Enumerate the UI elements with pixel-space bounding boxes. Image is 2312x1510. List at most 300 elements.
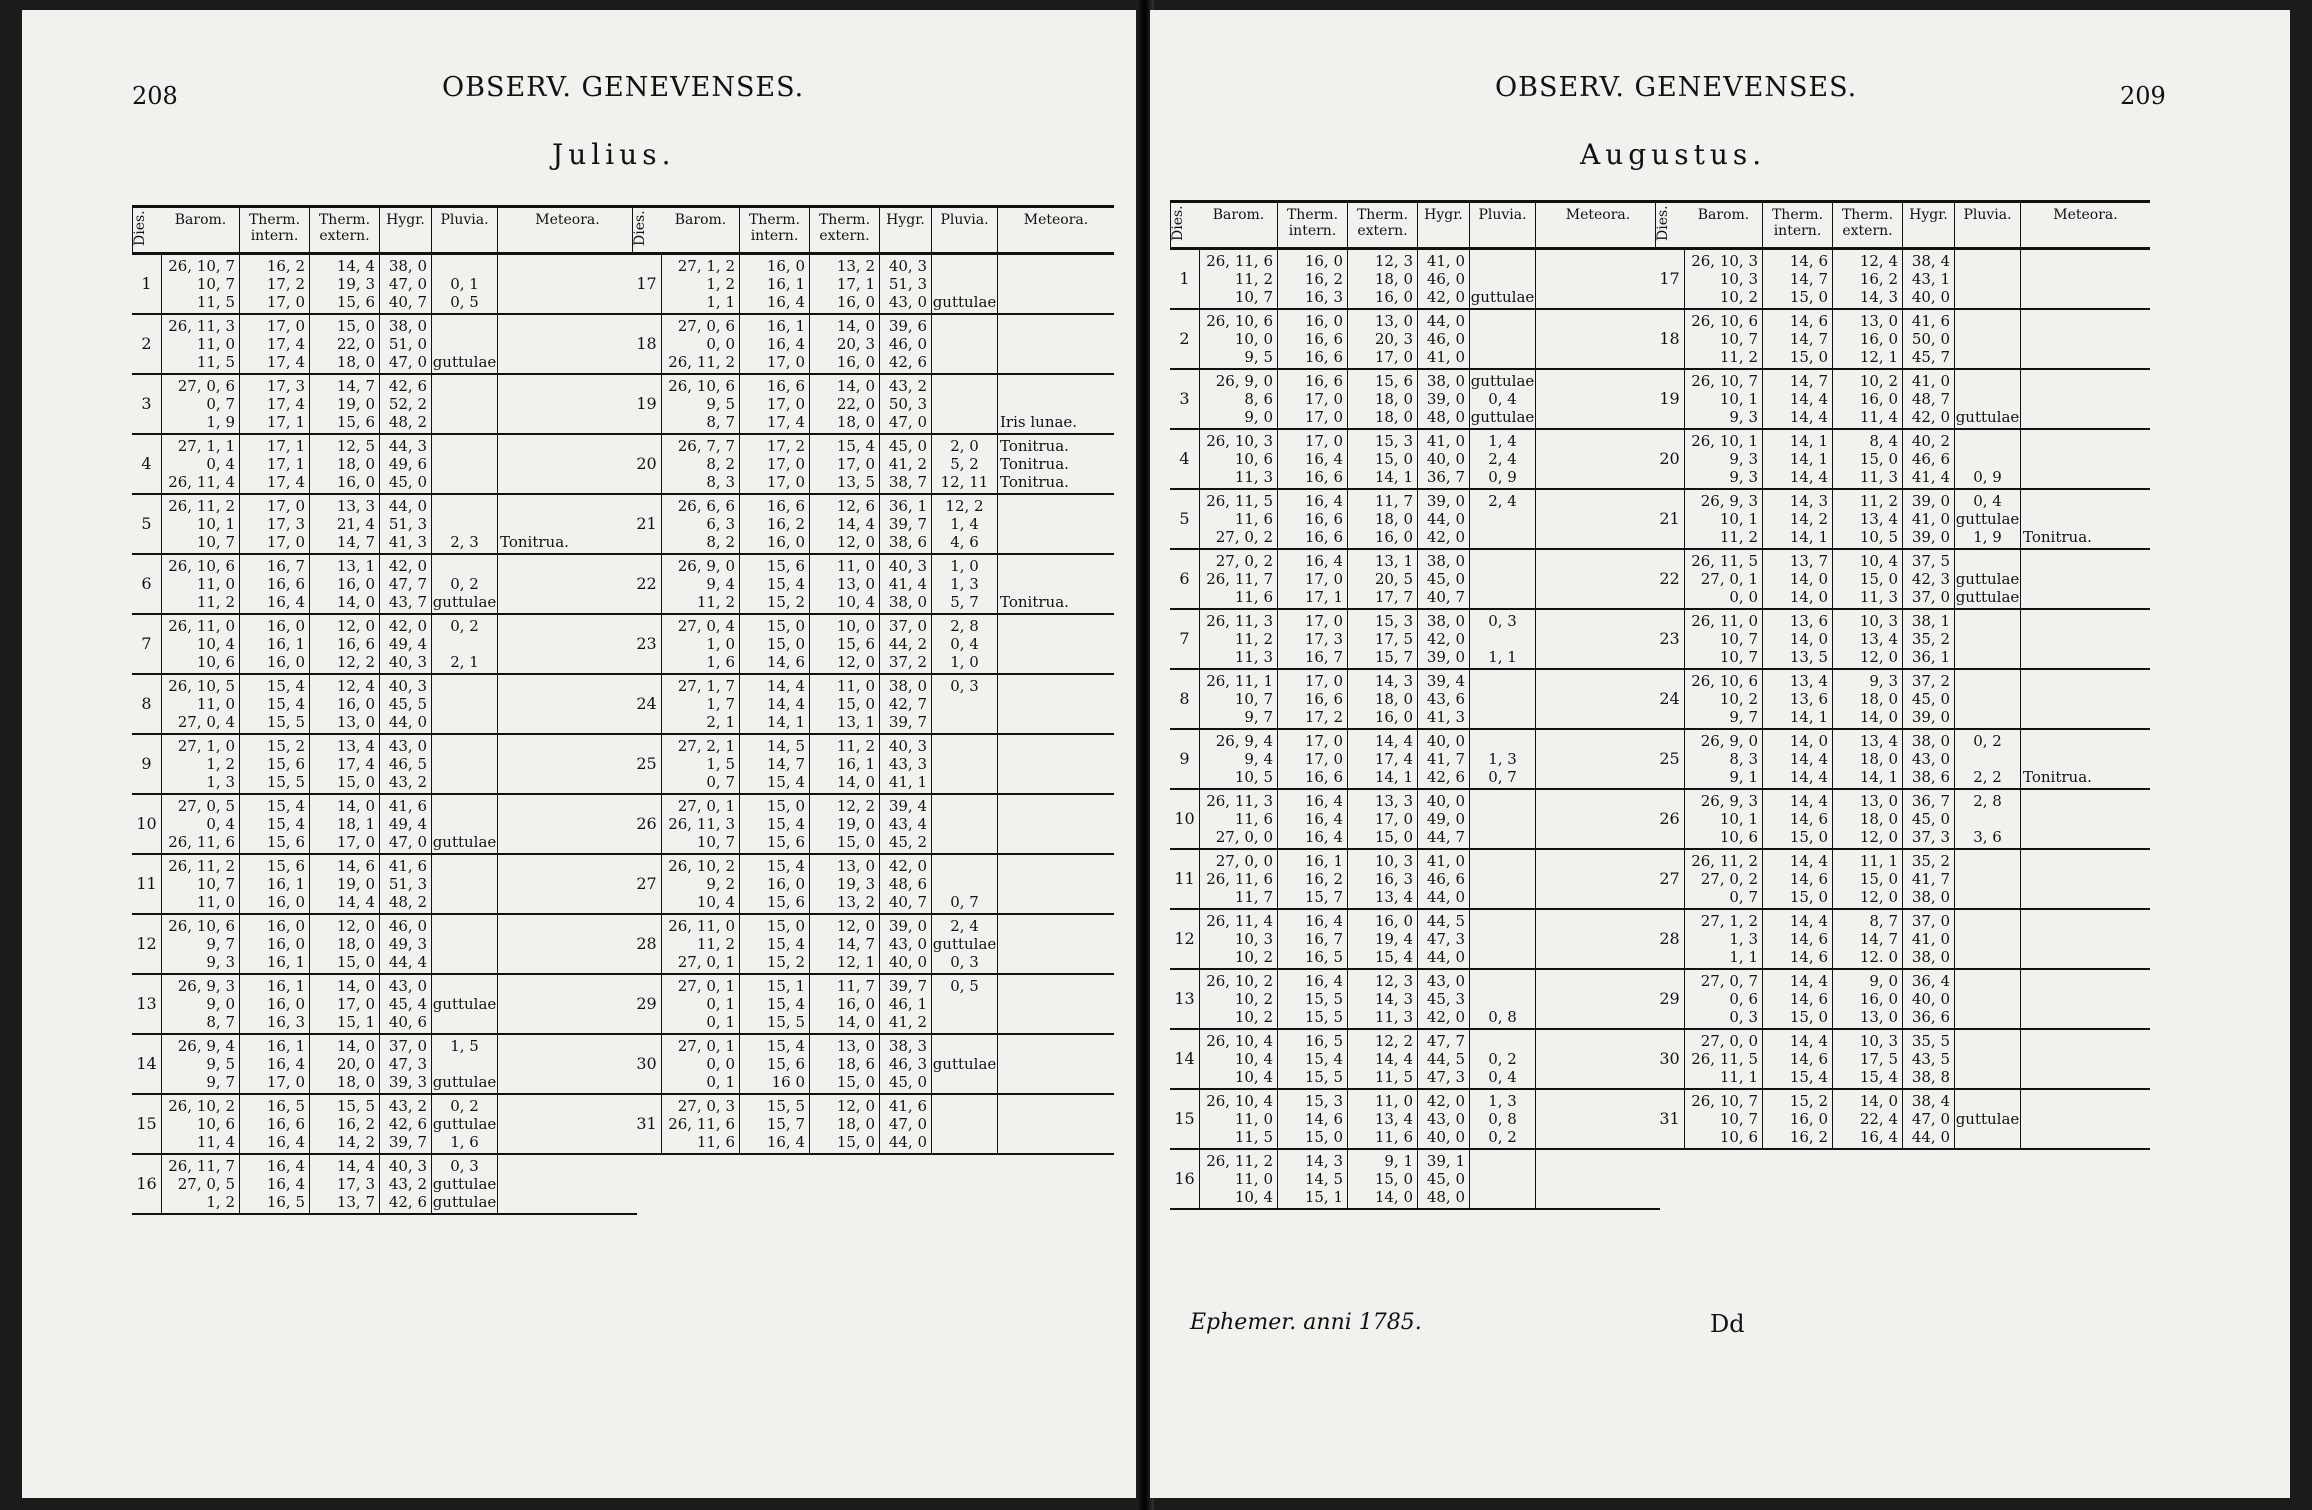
cell-value: 15, 4	[766, 857, 805, 875]
cell-value: 39, 0	[1911, 492, 1950, 510]
cell-value: Tonitrua.	[1000, 455, 1069, 473]
cell-value: 9, 0	[206, 995, 235, 1013]
cell-value: 17, 0	[766, 455, 805, 473]
cell-value: 17, 2	[766, 437, 805, 455]
cell-value: 38, 0	[388, 257, 427, 275]
cell-b	[662, 435, 740, 493]
column-header: Therm. extern.	[1833, 203, 1903, 247]
cell-value: 42, 6	[388, 377, 427, 395]
cell-value	[2023, 552, 2150, 570]
cell-m	[1536, 310, 1660, 368]
cell-value: 16, 4	[766, 335, 805, 353]
cell-h	[880, 675, 932, 733]
cell-value: 43, 0	[1426, 972, 1465, 990]
cell-value: 19, 0	[336, 395, 375, 413]
cell-b	[1685, 610, 1763, 668]
cell-value: 11, 3	[1859, 588, 1898, 606]
day-number: 2	[132, 315, 162, 373]
cell-p	[1470, 670, 1536, 728]
cell-value: 14, 2	[336, 1133, 375, 1151]
cell-value	[1538, 690, 1660, 708]
cell-value: 11, 2	[1859, 492, 1898, 510]
cell-value: 0, 0	[706, 1055, 735, 1073]
cell-value: 15, 2	[766, 953, 805, 971]
cell-value: 11, 5	[196, 293, 235, 311]
cell-value: 9, 7	[1729, 708, 1758, 726]
cell-value: 0, 2	[1488, 1128, 1517, 1146]
cell-value: 16, 0	[336, 695, 375, 713]
cell-value: 12. 0	[1859, 948, 1898, 966]
cell-h	[380, 495, 432, 553]
cell-value: 11, 0	[1234, 1110, 1273, 1128]
cell-value: 40, 7	[888, 893, 927, 911]
cell-value	[2023, 690, 2150, 708]
cell-h	[380, 1155, 432, 1213]
cell-value	[1538, 1092, 1660, 1110]
cell-value: 38, 1	[1911, 612, 1950, 630]
cell-m	[1536, 1150, 1660, 1208]
cell-p	[1470, 1030, 1536, 1088]
cell-te	[810, 615, 880, 673]
cell-value	[1538, 828, 1660, 846]
day-row	[132, 555, 637, 615]
cell-value	[2023, 612, 2150, 630]
cell-value: 26, 9, 0	[1700, 732, 1758, 750]
cell-value: 16, 2	[766, 515, 805, 533]
cell-value: 18, 0	[1374, 390, 1413, 408]
cell-value: 19, 0	[336, 875, 375, 893]
cell-value: guttulae	[1955, 510, 2020, 528]
cell-value: 14, 0	[1789, 570, 1828, 588]
cell-h	[380, 795, 432, 853]
cell-value: 14, 3	[1789, 492, 1828, 510]
column-header: Dies.	[632, 208, 662, 252]
cell-value	[500, 857, 637, 875]
cell-h	[1418, 670, 1470, 728]
cell-value	[1538, 468, 1660, 486]
cell-m	[998, 735, 1114, 793]
cell-value	[1538, 312, 1660, 330]
cell-b	[1200, 730, 1278, 788]
cell-value: 15, 7	[1374, 648, 1413, 666]
cell-value	[2023, 852, 2150, 870]
cell-value: 1, 3	[1488, 1092, 1517, 1110]
cell-value: 35, 2	[1911, 852, 1950, 870]
cell-h	[880, 975, 932, 1033]
cell-value: 16, 4	[266, 1175, 305, 1193]
cell-value: 15, 3	[1374, 612, 1413, 630]
cell-value	[500, 437, 637, 455]
cell-value: 10, 5	[1859, 528, 1898, 546]
cell-value: 16, 6	[1304, 768, 1343, 786]
cell-p	[1470, 910, 1536, 968]
cell-h	[880, 495, 932, 553]
cell-value: 13, 5	[836, 473, 875, 491]
cell-value: 41, 0	[1426, 348, 1465, 366]
cell-value: 39, 0	[1911, 708, 1950, 726]
cell-b	[162, 375, 240, 433]
day-number: 15	[132, 1095, 162, 1153]
cell-m	[498, 1155, 637, 1213]
cell-value: 13, 4	[1374, 888, 1413, 906]
cell-value	[1000, 695, 1114, 713]
cell-value: 16, 2	[1304, 270, 1343, 288]
cell-value: 14, 0	[336, 593, 375, 611]
cell-value: 40, 7	[1426, 588, 1465, 606]
cell-value: 26, 9, 0	[677, 557, 735, 575]
day-row	[1170, 550, 1660, 610]
cell-value: 16, 0	[836, 995, 875, 1013]
cell-value: 15, 0	[766, 635, 805, 653]
cell-value: 16, 1	[266, 1037, 305, 1055]
cell-value: 37, 0	[888, 617, 927, 635]
day-number: 14	[1170, 1030, 1200, 1088]
column-header: Pluvia.	[1955, 203, 2021, 247]
cell-te	[1348, 730, 1418, 788]
cell-value: 10, 7	[696, 833, 735, 851]
cell-value: 16, 0	[266, 995, 305, 1013]
cell-b	[1685, 490, 1763, 548]
page-number: 209	[2120, 82, 2166, 110]
cell-value	[1538, 852, 1660, 870]
day-row	[1170, 790, 1660, 850]
cell-value: 9, 4	[1244, 750, 1273, 768]
cell-value: 14, 4	[1789, 408, 1828, 426]
cell-h	[1418, 610, 1470, 668]
cell-value	[1538, 810, 1660, 828]
cell-value: 26, 11, 5	[1691, 552, 1758, 570]
cell-value: 14, 1	[1859, 768, 1898, 786]
cell-ti	[1763, 250, 1833, 308]
cell-value: 14, 6	[1304, 1110, 1343, 1128]
cell-h	[880, 855, 932, 913]
cell-value: 9, 2	[706, 875, 735, 893]
cell-b	[1200, 1090, 1278, 1148]
cell-h	[380, 735, 432, 793]
cell-b	[1685, 550, 1763, 608]
cell-value: 9, 5	[206, 1055, 235, 1073]
cell-value: 13, 0	[836, 857, 875, 875]
cell-m	[498, 255, 637, 313]
cell-value	[1000, 893, 1114, 911]
day-number: 9	[132, 735, 162, 793]
cell-value	[1000, 275, 1114, 293]
day-number: 23	[632, 615, 662, 673]
cell-value: 10, 7	[1719, 630, 1758, 648]
cell-value: 14, 0	[336, 977, 375, 995]
cell-value	[2023, 948, 2150, 966]
cell-p	[932, 1095, 998, 1153]
cell-m	[998, 1095, 1114, 1153]
cell-value: 16, 5	[266, 1097, 305, 1115]
cell-value: 17, 0	[1304, 570, 1343, 588]
cell-h	[1903, 1030, 1955, 1088]
cell-p	[1470, 730, 1536, 788]
day-number: 18	[1655, 310, 1685, 368]
cell-value: 15, 4	[766, 773, 805, 791]
cell-value: 16, 5	[266, 1193, 305, 1211]
cell-value: 10, 4	[696, 893, 735, 911]
cell-value: guttulae	[1470, 372, 1535, 390]
cell-value: guttulae	[432, 593, 497, 611]
cell-value: 12, 0	[836, 917, 875, 935]
cell-value: 16, 6	[1304, 330, 1343, 348]
cell-value	[1000, 773, 1114, 791]
cell-value: 40, 0	[1426, 732, 1465, 750]
cell-value	[1000, 635, 1114, 653]
day-number: 23	[1655, 610, 1685, 668]
cell-value: 27, 1, 0	[177, 737, 235, 755]
cell-m	[2021, 730, 2150, 788]
day-row	[632, 255, 1114, 315]
cell-value: 42, 6	[388, 1193, 427, 1211]
cell-te	[1833, 910, 1903, 968]
cell-value: 11, 2	[1234, 270, 1273, 288]
cell-value: 15, 0	[1304, 1128, 1343, 1146]
cell-value	[1000, 653, 1114, 671]
cell-p	[1470, 1150, 1536, 1208]
cell-te	[1833, 970, 1903, 1028]
cell-value: 40, 0	[1911, 288, 1950, 306]
cell-value: 26, 10, 6	[1206, 312, 1273, 330]
day-number: 28	[632, 915, 662, 973]
cell-value: 11, 0	[196, 335, 235, 353]
cell-p	[1955, 310, 2021, 368]
cell-value	[2023, 912, 2150, 930]
cell-value: 36, 1	[888, 497, 927, 515]
cell-value	[1000, 815, 1114, 833]
day-row	[1655, 670, 2150, 730]
cell-p	[1955, 1030, 2021, 1088]
column-header: Meteora.	[1023, 212, 1089, 228]
day-row	[632, 855, 1114, 915]
cell-value	[1000, 293, 1114, 311]
cell-te	[1833, 1090, 1903, 1148]
cell-m	[998, 375, 1114, 433]
cell-te	[310, 555, 380, 613]
cell-value: 11, 6	[1234, 810, 1273, 828]
cell-value	[500, 257, 637, 275]
cell-value	[1538, 732, 1660, 750]
cell-te	[310, 735, 380, 793]
cell-value: 0, 0	[706, 335, 735, 353]
cell-value: 16, 6	[1304, 510, 1343, 528]
cell-value: 10, 1	[196, 515, 235, 533]
cell-value	[500, 695, 637, 713]
column-header: Hygr.	[1903, 203, 1955, 247]
day-row	[1170, 490, 1660, 550]
cell-m	[998, 675, 1114, 733]
cell-value	[1000, 257, 1114, 275]
cell-value: guttulae	[432, 995, 497, 1013]
cell-value: 17, 0	[336, 995, 375, 1013]
day-number: 22	[632, 555, 662, 613]
cell-ti	[240, 795, 310, 853]
cell-value: 18, 0	[336, 935, 375, 953]
day-number: 3	[1170, 370, 1200, 428]
cell-m	[998, 795, 1114, 853]
cell-value: 16, 4	[1304, 792, 1343, 810]
cell-value: 26, 10, 6	[168, 917, 235, 935]
cell-h	[380, 255, 432, 313]
cell-value: Tonitrua.	[2023, 768, 2092, 786]
cell-b	[662, 255, 740, 313]
cell-value: 15, 5	[1304, 990, 1343, 1008]
cell-b	[662, 735, 740, 793]
cell-b	[1685, 970, 1763, 1028]
cell-value	[2023, 1032, 2150, 1050]
cell-value: 38, 3	[888, 1037, 927, 1055]
cell-value: 1, 2	[206, 755, 235, 773]
cell-te	[1348, 490, 1418, 548]
cell-value: 39, 0	[888, 917, 927, 935]
cell-value: 1, 6	[450, 1133, 479, 1151]
day-row	[1655, 550, 2150, 610]
cell-value: 16, 0	[1859, 390, 1898, 408]
cell-ti	[1763, 550, 1833, 608]
cell-h	[380, 1095, 432, 1153]
day-row	[132, 975, 637, 1035]
cell-value: 15, 6	[266, 857, 305, 875]
cell-value: 8, 3	[1729, 750, 1758, 768]
cell-value: 15, 4	[1789, 1068, 1828, 1086]
cell-m	[498, 795, 637, 853]
day-number: 8	[1170, 670, 1200, 728]
day-number: 26	[632, 795, 662, 853]
day-row	[1170, 250, 1660, 310]
page-header: OBSERV. GENEVENSES.	[442, 72, 805, 103]
day-number: 4	[1170, 430, 1200, 488]
cell-b	[1200, 1030, 1278, 1088]
cell-h	[880, 615, 932, 673]
cell-value: 11, 0	[196, 893, 235, 911]
cell-value: 26, 11, 1	[1206, 672, 1273, 690]
cell-value: guttulae	[932, 293, 997, 311]
day-row	[1170, 1150, 1660, 1210]
cell-value: 0, 7	[706, 773, 735, 791]
cell-value: 26, 11, 5	[1206, 492, 1273, 510]
cell-value: 1, 3	[206, 773, 235, 791]
cell-value	[1538, 750, 1660, 768]
cell-value: 16, 0	[836, 293, 875, 311]
cell-value	[2023, 408, 2150, 426]
cell-value: 49, 6	[388, 455, 427, 473]
cell-te	[1348, 970, 1418, 1028]
cell-ti	[740, 375, 810, 433]
cell-value: 10, 2	[1234, 990, 1273, 1008]
cell-value: 46, 0	[1426, 270, 1465, 288]
cell-value: 1, 4	[1488, 432, 1517, 450]
day-number: 3	[132, 375, 162, 433]
column-header: Dies.	[1655, 203, 1685, 247]
cell-value: 43, 2	[388, 1175, 427, 1193]
cell-b	[1200, 490, 1278, 548]
cell-value	[2023, 1050, 2150, 1068]
cell-value: 15, 0	[1374, 450, 1413, 468]
cell-h	[1903, 490, 1955, 548]
cell-value: 8, 7	[706, 413, 735, 431]
day-row	[632, 1035, 1114, 1095]
cell-value: 16, 0	[1304, 312, 1343, 330]
cell-value	[2023, 828, 2150, 846]
cell-value: 42, 0	[1426, 1008, 1465, 1026]
cell-m	[498, 375, 637, 433]
cell-value: 16, 3	[266, 1013, 305, 1031]
cell-value: 0, 4	[1488, 1068, 1517, 1086]
cell-m	[2021, 970, 2150, 1028]
cell-value: 26, 11, 7	[168, 1157, 235, 1175]
cell-ti	[1763, 670, 1833, 728]
cell-value: 16, 2	[336, 1115, 375, 1133]
cell-value	[500, 875, 637, 893]
cell-value: 11, 0	[836, 677, 875, 695]
cell-value: 22, 0	[836, 395, 875, 413]
cell-value: 17, 3	[266, 515, 305, 533]
cell-b	[1200, 850, 1278, 908]
cell-value: 14, 3	[1374, 672, 1413, 690]
cell-value: 11, 0	[1374, 1092, 1413, 1110]
table-header	[1170, 203, 1660, 250]
cell-te	[810, 255, 880, 313]
cell-value: 0, 9	[1973, 468, 2002, 486]
cell-value: 46, 6	[1426, 870, 1465, 888]
cell-value: 16, 6	[1304, 468, 1343, 486]
cell-b	[1200, 250, 1278, 308]
cell-value: 14, 6	[1789, 252, 1828, 270]
cell-value: 49, 4	[388, 635, 427, 653]
day-number: 16	[1170, 1150, 1200, 1208]
column-header: Therm. extern.	[1348, 203, 1418, 247]
cell-value: 41, 3	[1426, 708, 1465, 726]
column-header: Hygr.	[1418, 203, 1470, 247]
cell-value: 0, 7	[950, 893, 979, 911]
cell-h	[380, 915, 432, 973]
cell-value: 0, 1	[706, 1013, 735, 1031]
cell-te	[310, 255, 380, 313]
cell-value: 26, 9, 3	[177, 977, 235, 995]
cell-value: 19, 3	[836, 875, 875, 893]
cell-b	[1685, 730, 1763, 788]
cell-value: 0, 2	[450, 575, 479, 593]
cell-te	[810, 735, 880, 793]
cell-value: 15, 2	[1789, 1092, 1828, 1110]
cell-value: 2, 4	[1488, 450, 1517, 468]
cell-value: 26, 11, 0	[1691, 612, 1758, 630]
cell-value: 17, 4	[266, 395, 305, 413]
cell-value: 26, 9, 3	[1700, 792, 1758, 810]
cell-m	[1536, 610, 1660, 668]
cell-value: Tonitrua.	[2023, 528, 2092, 546]
cell-value: 43, 1	[1911, 270, 1950, 288]
cell-value	[2023, 708, 2150, 726]
cell-value: 2, 4	[1488, 492, 1517, 510]
cell-value	[1000, 755, 1114, 773]
cell-value: 38, 0	[1426, 372, 1465, 390]
cell-value	[2023, 588, 2150, 606]
cell-te	[1833, 610, 1903, 668]
day-number: 19	[1655, 370, 1685, 428]
cell-value: 14, 6	[1789, 870, 1828, 888]
cell-h	[380, 435, 432, 493]
cell-value: 0, 6	[1729, 990, 1758, 1008]
cell-value: 42, 7	[888, 695, 927, 713]
cell-value: 40, 3	[888, 737, 927, 755]
cell-value: 26, 10, 3	[1206, 432, 1273, 450]
cell-value: 2, 1	[450, 653, 479, 671]
cell-value	[2023, 432, 2150, 450]
cell-value	[1538, 570, 1660, 588]
cell-value: 13, 1	[1374, 552, 1413, 570]
